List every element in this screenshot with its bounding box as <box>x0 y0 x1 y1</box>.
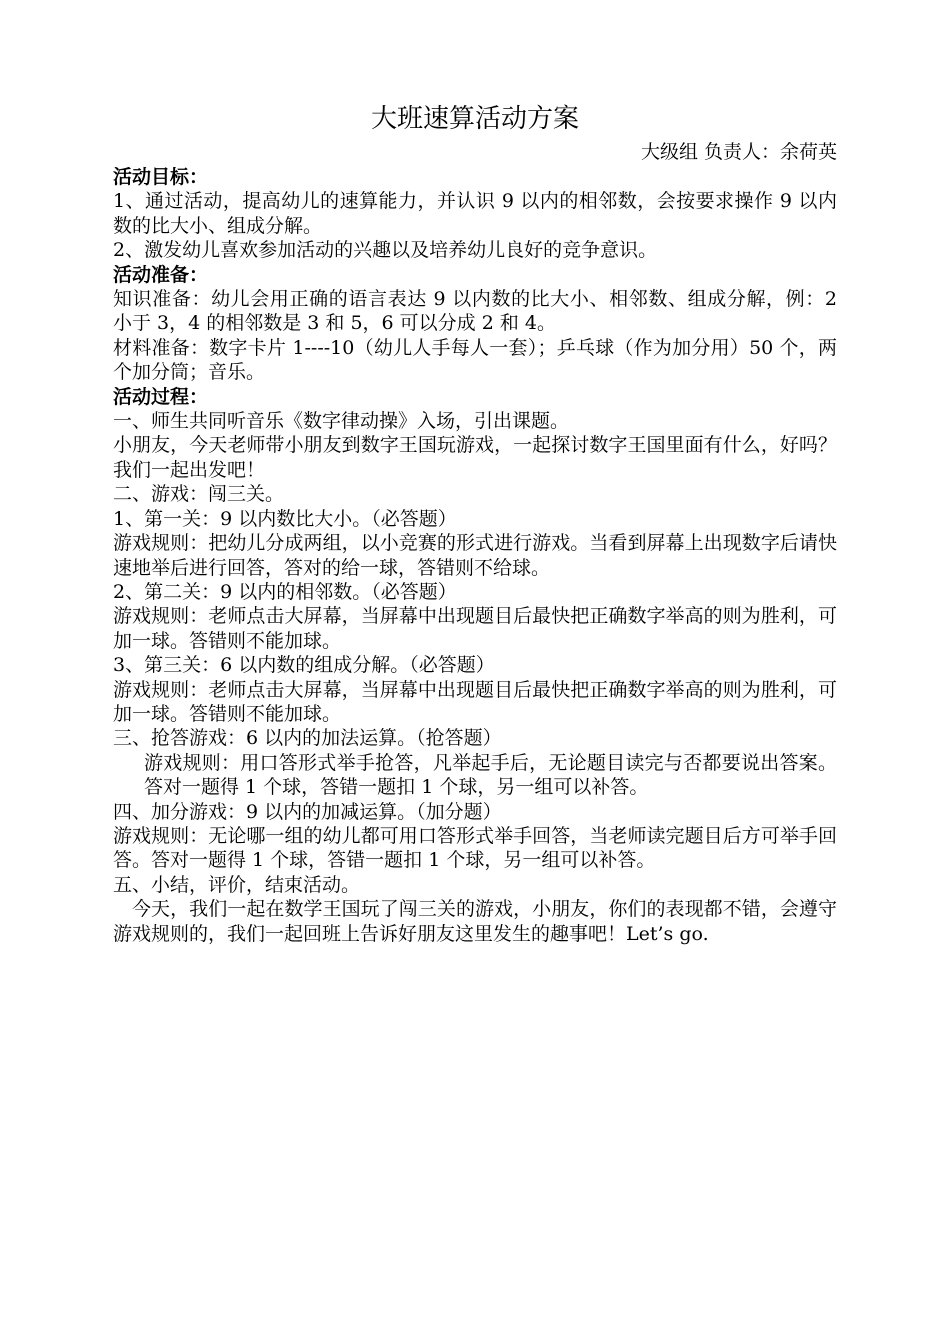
document-page <box>113 100 837 946</box>
process-heading: 活动过程： <box>113 385 209 408</box>
process-step-4: 四、加分游戏：9 以内的加减运算。（加分题） <box>113 800 502 823</box>
level-3-title: 3、第三关：6 以内数的组成分解。（必答题） <box>113 654 495 677</box>
knowledge-preparation: 知识准备：幼儿会用正确的语言表达 9 以内数的比大小、相邻数、组成分解，例：2 小于 3，4 的相邻数是 3 和 5，6 可以分成 2 和 4。 <box>113 288 837 335</box>
process-step-5: 五、小结，评价，结束活动。 <box>113 873 361 896</box>
process-step-1: 一、师生共同听音乐《数字律动操》入场，引出课题。 <box>113 410 570 433</box>
goal-item-1: 1、通过活动，提高幼儿的速算能力，并认识 9 以内的相邻数，会按要求操作 9 以内数的比大小、组成分解。 <box>113 190 837 237</box>
level-2-rule: 游戏规则：老师点击大屏幕，当屏幕中出现题目后最快把正确数字举高的则为胜利，可加一球。答错则不能加球。 <box>113 605 837 652</box>
goals-heading: 活动目标： <box>113 166 209 188</box>
level-1-title: 1、第一关：9 以内数比大小。（必答题） <box>113 507 457 530</box>
level-3-rule: 游戏规则：老师点击大屏幕，当屏幕中出现题目后最快把正确数字举高的则为胜利，可加一球。答错则不能加球。 <box>113 678 837 725</box>
process-step-2: 二、游戏：闯三关。 <box>113 483 285 506</box>
closing-paragraph: 今天，我们一起在数学王国玩了闯三关的游戏，小朋友，你们的表现都不错，会遵守游戏规则的，我们一起回班上告诉好朋友这里发生的趣事吧！Let’s go. <box>113 898 837 945</box>
preparation-heading: 活动准备： <box>113 263 209 286</box>
process-step-4-rule: 游戏规则：无论哪一组的幼儿都可用口答形式举手回答，当老师读完题目后方可举手回答。答对一题得 1 个球，答错一题扣 1 个球，另一组可以补答。 <box>113 824 837 872</box>
process-step-3: 三、抢答游戏：6 以内的加法运算。（抢答题） <box>113 727 502 750</box>
process-step-1-talk: 小朋友，今天老师带小朋友到数字王国玩游戏，一起探讨数字王国里面有什么，好吗？我们一起出发吧！ <box>113 434 837 481</box>
goal-item-2: 2、激发幼儿喜欢参加活动的兴趣以及培养幼儿良好的竞争意识。 <box>113 239 658 262</box>
level-1-rule: 游戏规则：把幼儿分成两组，以小竞赛的形式进行游戏。当看到屏幕上出现数字后请快速地举后进行回答，答对的给一球，答错则不给球。 <box>113 532 837 579</box>
materials-preparation: 材料准备：数字卡片 1----10（幼儿人手每人一套）；乒乓球（作为加分用）50 个，两个加分筒；音乐。 <box>113 336 837 384</box>
document-title: 大班速算活动方案 <box>370 104 579 134</box>
document-byline: 大级组 负责人：余荷英 <box>640 141 837 163</box>
level-2-title: 2、第二关：9 以内的相邻数。（必答题） <box>113 580 457 603</box>
process-step-3-rule: 游戏规则：用口答形式举手抢答，凡举起手后，无论题目读完与否都要说出答案。答对一题得 1 个球，答错一题扣 1 个球，另一组可以补答。 <box>144 751 837 799</box>
